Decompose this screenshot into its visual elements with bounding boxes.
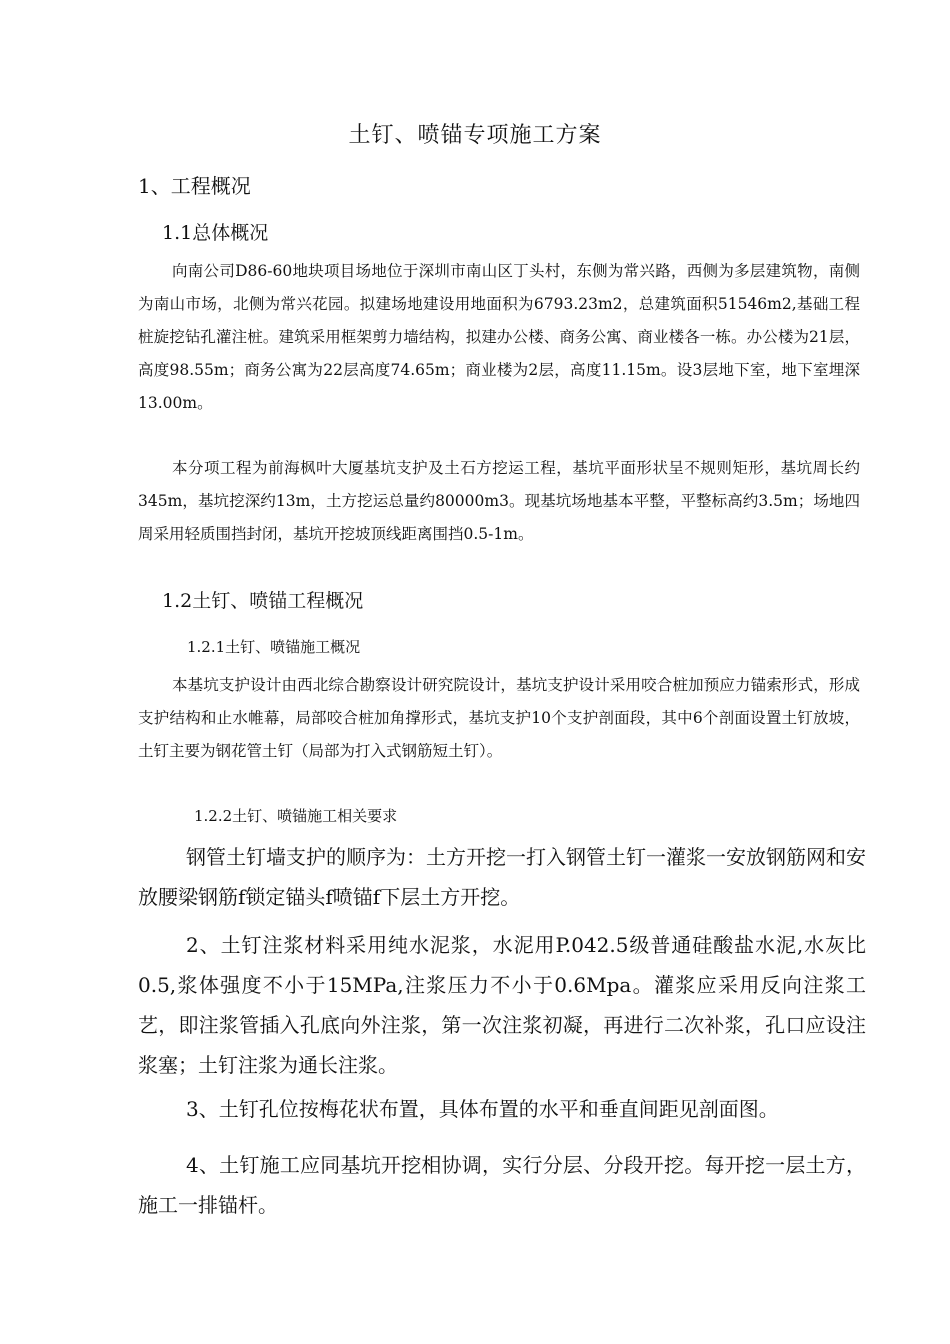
- section-heading-1-2-2: 1.2.2土钉、喷锚施工相关要求: [194, 807, 398, 825]
- section-heading-1: 1、工程概况: [138, 174, 251, 198]
- section-heading-1-2-1: 1.2.1土钉、喷锚施工概况: [187, 638, 361, 656]
- paragraph-overview: 向南公司D86-60地块项目场地位于深圳市南山区丁头村，东侧为常兴路，西侧为多层建筑物，南侧为南山市场，北侧为常兴花园。拟建场地建设用地面积为6793.23m2，总建筑面积51546m2,基础工程桩旋挖钻孔灌注桩。建筑采用框架剪力墙结构，拟建办公楼、商务公寓、商业楼各一栋。办公楼为21层，高度98.55m；商务公寓为22层高度74.65m；商业楼为2层，高度11.15m。设3层地下室，地下室埋深13.00m。: [138, 262, 860, 412]
- section-heading-1-1: 1.1总体概况: [162, 222, 269, 244]
- requirement-item: 钢管土钉墙支护的顺序为：土方开挖一打入钢管土钉一灌浆一安放钢筋网和安放腰梁钢筋f锁定锚头f喷锚f下层土方开挖。: [138, 845, 866, 909]
- requirement-item: 3、土钉孔位按梅花状布置，具体布置的水平和垂直间距见剖面图。: [186, 1097, 779, 1121]
- paragraph-scope: 本分项工程为前海枫叶大厦基坑支护及土石方挖运工程，基坑平面形状呈不规则矩形，基坑周长约345m，基坑挖深约13m，土方挖运总量约80000m3。现基坑场地基本平整，平整标高约3.5m；场地四周采用轻质围挡封闭，基坑开挖坡顶线距离围挡0.5-1m。: [138, 459, 860, 543]
- section-heading-1-2: 1.2土钉、喷锚工程概况: [162, 590, 364, 612]
- paragraph-design: 本基坑支护设计由西北综合勘察设计研究院设计，基坑支护设计采用咬合桩加预应力锚索形式，形成支护结构和止水帷幕，局部咬合桩加角撑形式，基坑支护10个支护剖面段，其中6个剖面设置土钉放坡，土钉主要为钢花管土钉（局部为打入式钢筋短土钉）。: [138, 676, 860, 760]
- requirement-item: 4、土钉施工应同基坑开挖相协调，实行分层、分段开挖。每开挖一层土方，施工一排锚杆。: [138, 1153, 866, 1217]
- document-title: 土钉、喷锚专项施工方案: [348, 123, 602, 148]
- requirement-item: 2、土钉注浆材料采用纯水泥浆，水泥用P.042.5级普通硅酸盐水泥,水灰比0.5,浆体强度不小于15MPa,注浆压力不小于0.6Mpa。灌浆应采用反向注浆工艺，即注浆管插入孔底向外注浆，第一次注浆初凝，再进行二次补浆，孔口应设注浆塞；土钉注浆为通长注浆。: [138, 933, 866, 1077]
